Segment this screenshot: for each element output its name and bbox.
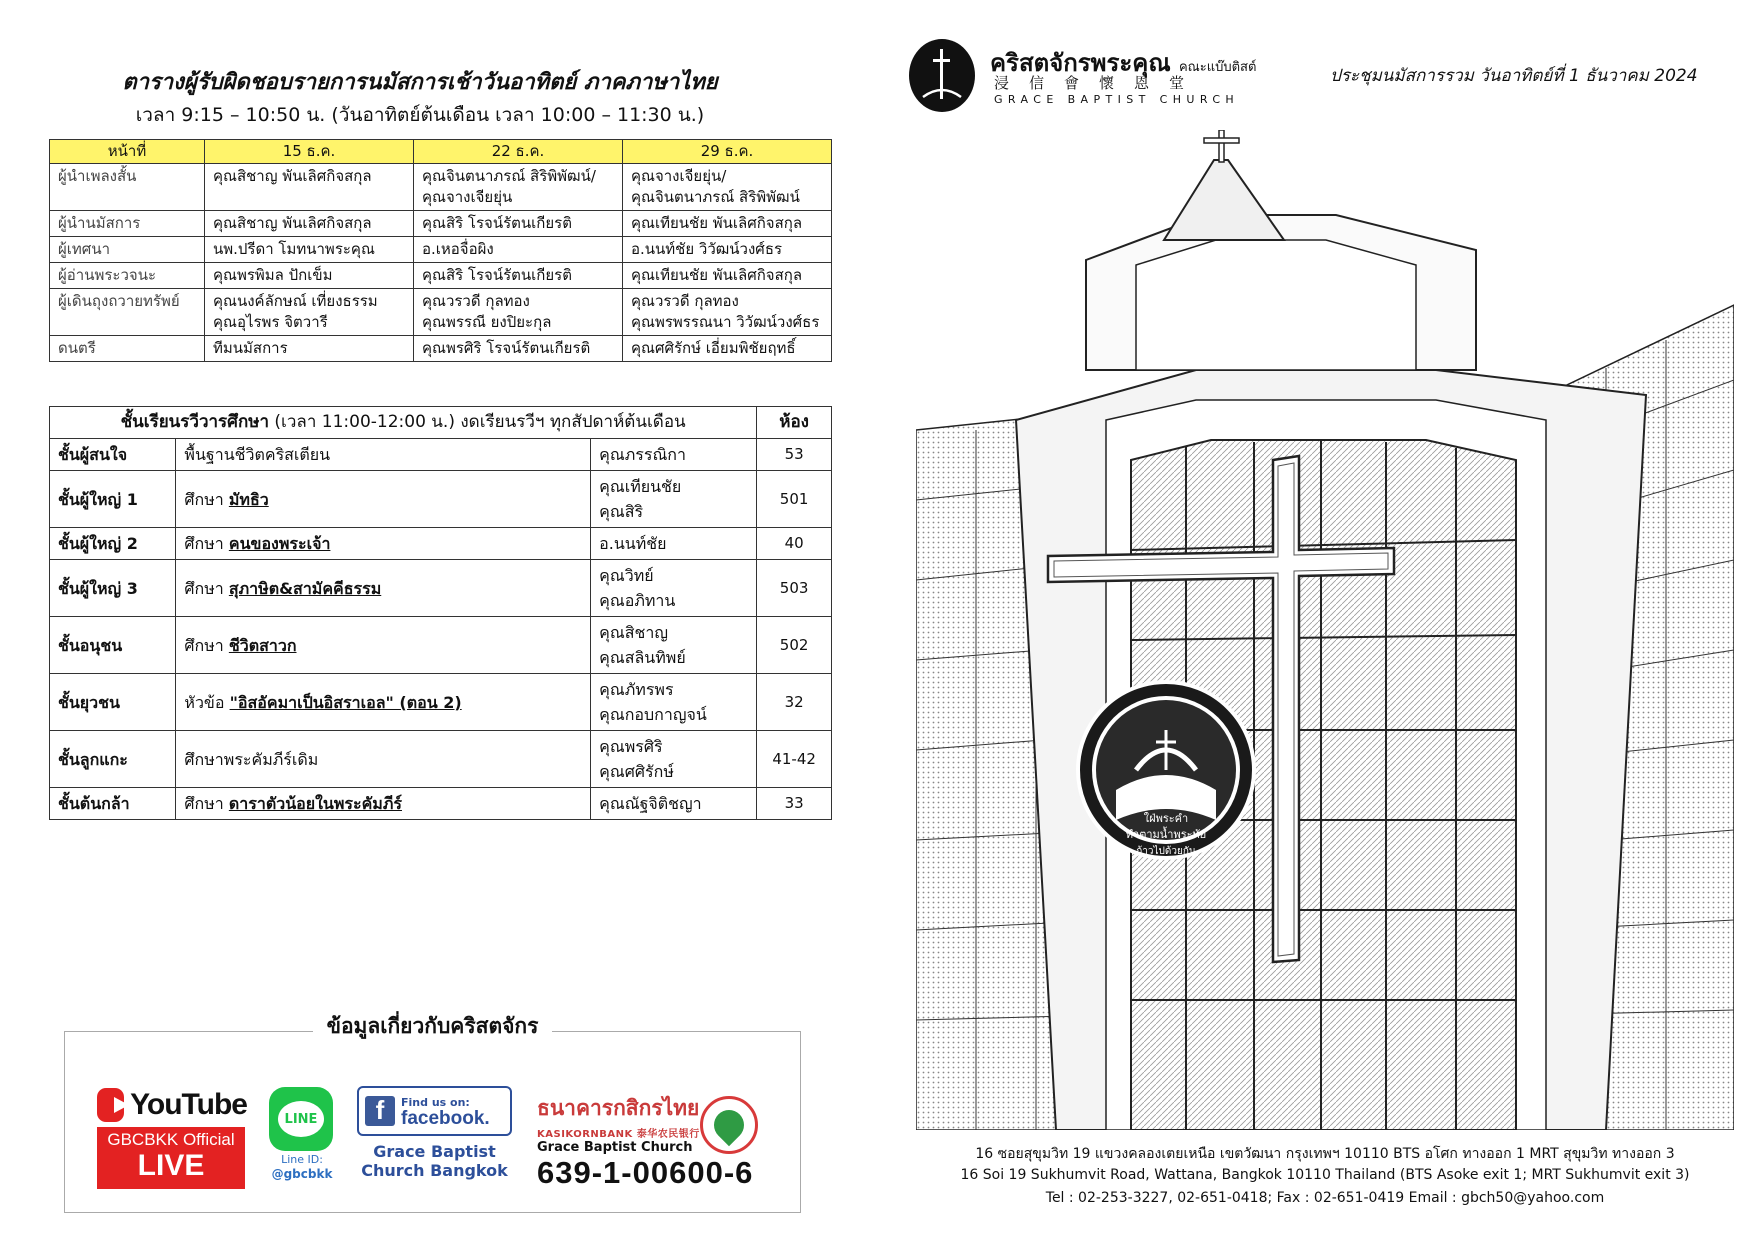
duty-person: คุณเทียนชัย พันเลิศกิจสกุล [623,263,832,289]
church-name-en: GRACE BAPTIST CHURCH [994,93,1240,106]
page-title: ตารางผู้รับผิดชอบรายการนมัสการเช้าวันอาทิตย์ ภาคภาษาไทย [122,70,718,95]
duty-role: ผู้นำเพลงสั้น [50,164,205,211]
duty-header-3: 29 ธ.ค. [623,140,832,164]
emblem-text-1: ใฝ่พระคำ [1143,812,1189,825]
duty-header-1: 15 ธ.ค. [205,140,414,164]
duty-person: คุณพรพิมล ปักเข็ม [205,263,414,289]
duty-person: คุณจินตนาภรณ์ สิริพิพัฒน์/ คุณจางเจียยุ่น [414,164,623,211]
emblem-text-2: ทำตามน้ำพระทัย [1125,828,1207,841]
emblem-text-3: ก้าวไปด้วยกัน [1136,846,1196,857]
duty-role: ผู้นำนมัสการ [50,211,205,237]
class-row [50,617,832,674]
duty-table [49,139,832,362]
duty-person: คุณสิชาญ พันเลิศกิจสกุล [205,164,414,211]
facebook-wordmark: facebook. [401,1108,490,1129]
class-room: 502 [757,617,832,674]
class-room: 53 [757,439,832,471]
class-teachers: คุณวิทย์ คุณอภิทาน [591,560,757,617]
youtube-live-badge [97,1127,245,1189]
line-block[interactable] [269,1087,335,1181]
facebook-badge [357,1086,512,1136]
contact-info: Tel : 02-253-3227, 02-651-0418; Fax : 02-651-0419 Email : gbch50@yahoo.com [1045,1190,1605,1206]
room-header: ห้อง [757,407,832,439]
class-teachers: คุณพรศิริ คุณศศิรักษ์ [591,731,757,788]
duty-header-row [50,140,832,164]
class-level: ชั้นผู้ใหญ่ 2 [50,528,176,560]
facebook-block[interactable] [357,1086,512,1180]
class-teachers: อ.นนท์ชัย [591,528,757,560]
class-row [50,731,832,788]
class-topic: ศึกษา ชีวิตสาวก [176,617,591,674]
class-level: ชั้นผู้ใหญ่ 1 [50,471,176,528]
facebook-icon: f [365,1096,395,1126]
class-topic: ศึกษา คนของพระเจ้า [176,528,591,560]
duty-person: อ.เหอจื่อผิง [414,237,623,263]
duty-row [50,211,832,237]
address-th: 16 ซอยสุขุมวิท 19 แขวงคลองเตยเหนือ เขตวัฒนา กรุงเทพฯ 10110 BTS อโศก ทางออก 1 MRT สุขุมวิท ทางออก 3 [975,1146,1675,1162]
duty-row [50,336,832,362]
class-level: ชั้นผู้ใหญ่ 3 [50,560,176,617]
duty-person: คุณนงค์ลักษณ์ เที่ยงธรรม คุณอุไรพร จิตวารี [205,289,414,336]
duty-role: ผู้เทศนา [50,237,205,263]
duty-person: คุณสิชาญ พันเลิศกิจสกุล [205,211,414,237]
class-level: ชั้นอนุชน [50,617,176,674]
class-level: ชั้นลูกแกะ [50,731,176,788]
youtube-logo [97,1087,247,1123]
youtube-play-icon [97,1088,124,1122]
line-id-label: Line ID: [281,1153,323,1166]
duty-person: คุณวรวดี กุลทอง คุณพรพรรณนา วิวัฒน์วงศ์ธร [623,289,832,336]
class-table [49,406,832,820]
youtube-wordmark: YouTube [130,1088,247,1121]
duty-row [50,237,832,263]
kbank-logo-icon [700,1096,758,1154]
class-row [50,439,832,471]
class-row [50,788,832,820]
youtube-channel: GBCBKK Official [107,1130,235,1149]
class-header-row [50,407,832,439]
duty-person: อ.นนท์ชัย วิวัฒน์วงศ์ธร [623,237,832,263]
duty-person: คุณศศิรักษ์ เอี่ยมพิชัยฤทธิ์ [623,336,832,362]
church-name-th: คริสตจักรพระคุณ คณะแบ๊บติสต์ [990,49,1257,77]
class-room: 32 [757,674,832,731]
class-teachers: คุณเทียนชัย คุณสิริ [591,471,757,528]
duty-person: คุณวรวดี กุลทอง คุณพรรณี ยงปิยะกุล [414,289,623,336]
duty-person: คุณจางเจียยุ่น/ คุณจินตนาภรณ์ สิริพิพัฒน์ [623,164,832,211]
class-row [50,471,832,528]
duty-role: ดนตรี [50,336,205,362]
class-level: ชั้นผู้สนใจ [50,439,176,471]
duty-row [50,164,832,211]
class-topic: ศึกษาพระคัมภีร์เดิม [176,731,591,788]
duty-row [50,289,832,336]
class-room: 503 [757,560,832,617]
duty-person: นพ.ปรีดา โมทนาพระคุณ [205,237,414,263]
class-header-bold: ชั้นเรียนรวีวารศึกษา [120,412,270,432]
facebook-find-label: Find us on: [401,1096,470,1109]
duty-person: คุณพรศิริ โรจน์รัตนเกียรติ [414,336,623,362]
class-room: 40 [757,528,832,560]
info-title: ข้อมูลเกี่ยวกับคริสตจักร [64,1010,801,1043]
class-room: 41-42 [757,731,832,788]
meeting-date: ประชุมนมัสการรวม วันอาทิตย์ที่ 1 ธันวาคม 2024 [1330,66,1698,86]
class-topic: ศึกษา ดาราตัวน้อยในพระคัมภีร์ [176,788,591,820]
class-row [50,674,832,731]
duty-person: คุณเทียนชัย พันเลิศกิจสกุล [623,211,832,237]
class-topic: ศึกษา มัทธิว [176,471,591,528]
class-header [50,407,757,439]
line-icon: LINE [269,1087,333,1151]
duty-role: ผู้เดินถุงถวายทรัพย์ [50,289,205,336]
class-row [50,560,832,617]
duty-header-0: หน้าที่ [50,140,205,164]
class-room: 501 [757,471,832,528]
church-logo-icon [909,39,975,112]
youtube-block[interactable] [97,1087,247,1189]
class-topic: หัวข้อ "อิสอัคมาเป็นอิสราเอล" (ตอน 2) [176,674,591,731]
address-en: 16 Soi 19 Sukhumvit Road, Wattana, Bangkok 10110 Thailand (BTS Asoke exit 1; MRT Sukhumvit exit 3) [960,1167,1690,1183]
church-name-cn: 浸信會懷恩堂 [994,74,1205,92]
bank-account-number: 639-1-00600-6 [537,1155,754,1190]
church-building-illustration [916,130,1734,1130]
class-room: 33 [757,788,832,820]
class-teachers: คุณภัทรพร คุณกอบกาญจน์ [591,674,757,731]
class-topic: พื้นฐานชีวิตคริสเตียน [176,439,591,471]
duty-person: คุณสิริ โรจน์รัตนเกียรติ [414,211,623,237]
class-row [50,528,832,560]
class-level: ชั้นยุวชน [50,674,176,731]
class-level: ชั้นต้นกล้า [50,788,176,820]
duty-person: ทีมนมัสการ [205,336,414,362]
class-teachers: คุณณัฐจิติชญา [591,788,757,820]
page-subtitle: เวลา 9:15 – 10:50 น. (วันอาทิตย์ต้นเดือน เวลา 10:00 – 11:30 น.) [135,104,705,126]
duty-header-2: 22 ธ.ค. [414,140,623,164]
class-topic: ศึกษา สุภาษิต&สามัคคีธรรม [176,560,591,617]
class-header-rest: (เวลา 11:00-12:00 น.) งดเรียนรวีฯ ทุกสัปดาห์ต้นเดือน [269,412,686,432]
line-id: @gbcbkk [271,1167,333,1181]
class-teachers: คุณสิชาญ คุณสลินทิพย์ [591,617,757,674]
duty-person: คุณสิริ โรจน์รัตนเกียรติ [414,263,623,289]
class-teachers: คุณภรรณิกา [591,439,757,471]
bank-name-th: ธนาคารกสิกรไทย [537,1096,700,1120]
bank-account-name: Grace Baptist Church [537,1140,693,1155]
duty-row [50,263,832,289]
youtube-live-label: LIVE [137,1149,205,1182]
facebook-page-name: Grace Baptist Church Bangkok [361,1142,508,1180]
duty-role: ผู้อ่านพระวจนะ [50,263,205,289]
bank-name-en: KASIKORNBANK 泰华农民银行 [537,1129,700,1140]
